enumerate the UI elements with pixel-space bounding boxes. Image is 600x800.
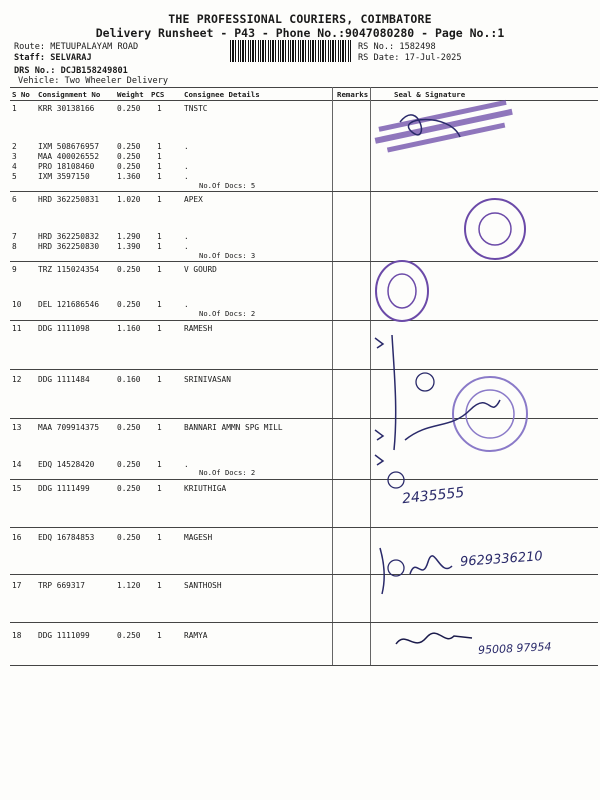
row-wt: 0.250 (117, 104, 141, 113)
row-cn: HRD 362250830 (38, 242, 100, 251)
row-sno: 1 (12, 104, 17, 113)
row-sno: 18 (12, 631, 22, 640)
row-consignee: APEX (184, 195, 203, 204)
col-consignment: Consignment No (38, 90, 101, 99)
row-cn: TRP 669317 (38, 581, 85, 590)
barcode (230, 40, 352, 62)
drs-value: DCJB158249801 (60, 66, 128, 76)
magesh-signature (370, 542, 460, 600)
row-cn: DDG 1111098 (38, 324, 90, 333)
row-wt: 0.250 (117, 265, 141, 274)
row-cn: DDG 1111099 (38, 631, 90, 640)
row-sno: 6 (12, 195, 17, 204)
row-sno: 10 (12, 300, 22, 309)
row-cn: MAA 709914375 (38, 423, 100, 432)
row-consignee: TNSTC (184, 104, 208, 113)
handwritten-phone-18: 95008 97954 (477, 640, 552, 657)
rs-no-value: 1582498 (399, 42, 436, 52)
row-sno: 17 (12, 581, 22, 590)
row-pcs: 1 (157, 104, 162, 113)
rs-no-label: RS No.: (358, 42, 395, 52)
row-sno: 13 (12, 423, 22, 432)
row-sno: 11 (12, 324, 22, 333)
row-sno: 8 (12, 242, 17, 251)
row-wt: 1.390 (117, 242, 141, 251)
ramya-signature (392, 626, 476, 656)
drs-label: DRS No.: (14, 66, 56, 76)
row-consignee: . (184, 460, 189, 469)
row-wt: 0.250 (117, 484, 141, 493)
row-wt: 1.360 (117, 172, 141, 181)
row-cn: HRD 362250831 (38, 195, 100, 204)
col-remarks: Remarks (337, 90, 369, 99)
col-weight: Weight (117, 90, 144, 99)
route-label: Route: (14, 42, 46, 52)
row-sno: 3 (12, 152, 17, 161)
row-pcs: 1 (157, 324, 162, 333)
rs-date-value: 17-Jul-2025 (404, 53, 462, 63)
row-wt: 1.120 (117, 581, 141, 590)
vehicle-value: Two Wheeler Delivery (64, 76, 169, 86)
row-consignee: V GOURD (184, 265, 217, 274)
row-consignee: MAGESH (184, 533, 213, 542)
signature-scribbles (370, 330, 510, 490)
row-wt: 0.160 (117, 375, 141, 384)
row-pcs: 1 (157, 460, 162, 469)
row-pcs: 1 (157, 152, 162, 161)
row-pcs: 1 (157, 172, 162, 181)
row-cn: IXM 3597150 (38, 172, 90, 181)
row-sno: 9 (12, 265, 17, 274)
row-consignee: . (184, 242, 189, 251)
row-cn: HRD 362250832 (38, 232, 100, 241)
row-wt: 0.250 (117, 162, 141, 171)
no-of-docs: No.Of Docs: 2 (199, 468, 256, 477)
table-bottom-line (10, 665, 598, 666)
col-consignee: Consignee Details (184, 90, 260, 99)
row-sno: 16 (12, 533, 22, 542)
row-cn: EDQ 14528420 (38, 460, 95, 469)
row-cn: TRZ 115024354 (38, 265, 100, 274)
col-seal: Seal & Signature (394, 90, 466, 99)
drs-line (14, 66, 128, 76)
vehicle-line (18, 76, 168, 86)
row-consignee: . (184, 300, 189, 309)
vehicle-label: Vehicle: (18, 76, 60, 86)
row-consignee: RAMYA (184, 631, 208, 640)
row-pcs: 1 (157, 300, 162, 309)
row-wt: 0.250 (117, 152, 141, 161)
staff-label: Staff: (14, 53, 46, 63)
row-cn: IXM 508676957 (38, 142, 100, 151)
row-sno: 12 (12, 375, 22, 384)
row-pcs: 1 (157, 162, 162, 171)
row-pcs: 1 (157, 195, 162, 204)
row-wt: 1.020 (117, 195, 141, 204)
row-sno: 7 (12, 232, 17, 241)
row-sno: 15 (12, 484, 22, 493)
row-consignee: . (184, 232, 189, 241)
remarks-divider (332, 87, 333, 665)
row-wt: 0.250 (117, 300, 141, 309)
col-pcs: PCS (151, 90, 165, 99)
col-sno: S No (12, 90, 30, 99)
row-pcs: 1 (157, 265, 162, 274)
runsheet-subtitle: Delivery Runsheet - P43 - Phone No.:9047080280 - Page No.:1 (95, 26, 505, 40)
vgourd-stamp (372, 258, 432, 324)
row-cn: PRO 18108460 (38, 162, 95, 171)
row-pcs: 1 (157, 631, 162, 640)
handwritten-phone-16: 9629336210 (459, 549, 544, 570)
no-of-docs: No.Of Docs: 2 (199, 309, 256, 318)
row-sno: 4 (12, 162, 17, 171)
route-line (14, 42, 138, 52)
row-pcs: 1 (157, 423, 162, 432)
row-divider (10, 191, 598, 192)
row-consignee: KRIUTHIGA (184, 484, 227, 493)
row-sno: 2 (12, 142, 17, 151)
row-divider (10, 622, 598, 623)
row-sno: 5 (12, 172, 17, 181)
table-top-line (10, 87, 598, 88)
row-divider (10, 320, 598, 321)
row-consignee: SRINIVASAN (184, 375, 231, 384)
row-consignee: . (184, 172, 189, 181)
row-pcs: 1 (157, 242, 162, 251)
row-cn: MAA 400026552 (38, 152, 100, 161)
row-divider (10, 527, 598, 528)
row-wt: 0.250 (117, 533, 141, 542)
row-wt: 0.250 (117, 423, 141, 432)
row-cn: DDG 1111499 (38, 484, 90, 493)
row-wt: 0.250 (117, 460, 141, 469)
rs-date-line (358, 53, 462, 63)
row-consignee: BANNARI AMMN SPG MILL (184, 423, 283, 432)
row-pcs: 1 (157, 232, 162, 241)
company-title: THE PROFESSIONAL COURIERS, COIMBATORE (168, 12, 432, 26)
row-pcs: 1 (157, 581, 162, 590)
row-divider (10, 574, 598, 575)
row-wt: 1.160 (117, 324, 141, 333)
row-pcs: 1 (157, 533, 162, 542)
row-consignee: . (184, 142, 189, 151)
row-consignee: SANTHOSH (184, 581, 222, 590)
row-consignee: . (184, 162, 189, 171)
no-of-docs: No.Of Docs: 5 (199, 181, 256, 190)
rs-no-line (358, 42, 436, 52)
no-of-docs: No.Of Docs: 3 (199, 251, 256, 260)
staff-value: SELVARAJ (50, 53, 92, 63)
row-wt: 0.250 (117, 631, 141, 640)
row-cn: EDQ 16784853 (38, 533, 95, 542)
row-cn: KRR 30138166 (38, 104, 95, 113)
row-pcs: 1 (157, 484, 162, 493)
row-consignee: RAMESH (184, 324, 213, 333)
staff-line (14, 53, 92, 63)
rs-date-label: RS Date: (358, 53, 400, 63)
route-value: METUUPALAYAM ROAD (50, 42, 139, 52)
row-cn: DDG 1111484 (38, 375, 90, 384)
row-sno: 14 (12, 460, 22, 469)
row-wt: 1.290 (117, 232, 141, 241)
row-pcs: 1 (157, 142, 162, 151)
tnstc-seal (360, 92, 540, 162)
row-wt: 0.250 (117, 142, 141, 151)
row-cn: DEL 121686546 (38, 300, 100, 309)
row-pcs: 1 (157, 375, 162, 384)
handwritten-number-15: 2435555 (401, 484, 466, 508)
apex-stamp (462, 196, 528, 262)
